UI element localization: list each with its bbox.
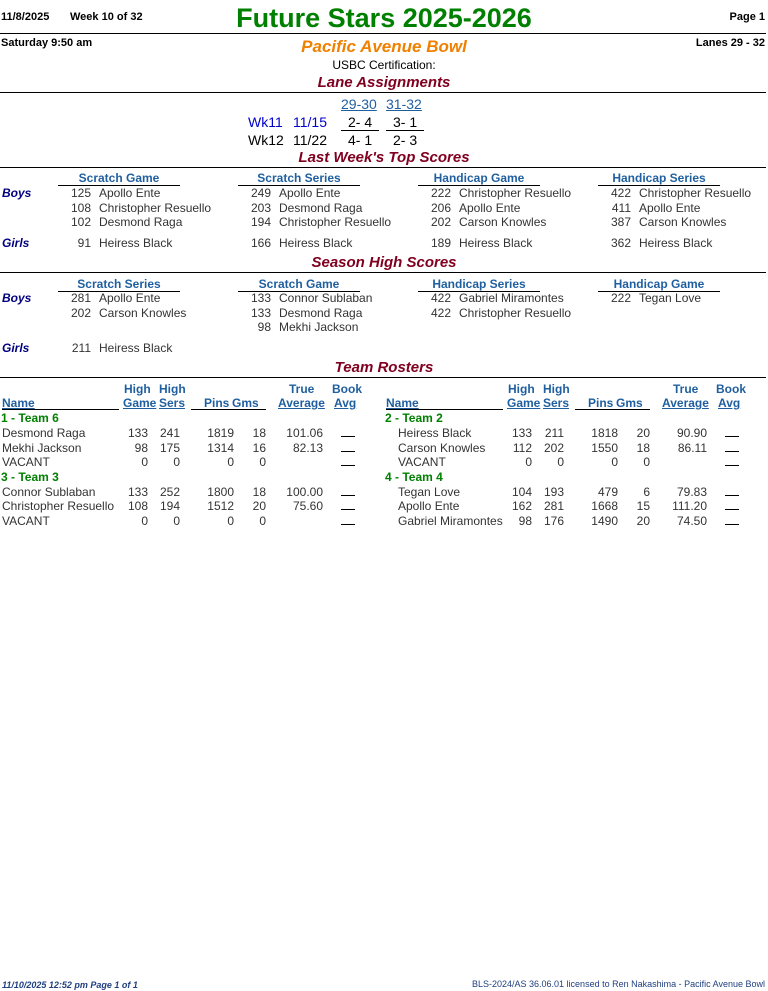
col-scratch-game: Scratch Game — [58, 171, 180, 186]
high-game: 133 — [127, 484, 148, 499]
games: 0 — [643, 455, 650, 469]
pins: 1490 — [591, 513, 618, 528]
week-date: 11/15 — [293, 114, 327, 130]
name-underline — [386, 409, 503, 410]
page-number: Page 1 — [729, 11, 765, 23]
score-value: 362 — [610, 236, 631, 250]
header-rule — [0, 33, 766, 34]
player-name: Apollo Ente — [398, 499, 460, 513]
high-series: 281 — [543, 499, 564, 513]
col-book: Book — [332, 382, 362, 396]
pins-underline — [191, 409, 266, 410]
venue-name: Pacific Avenue Bowl — [301, 37, 467, 56]
report-date: 11/8/2025 — [1, 11, 50, 23]
games: 6 — [643, 484, 650, 499]
true-average: 101.06 — [286, 426, 323, 440]
col-scratch-series: Scratch Series — [58, 277, 180, 292]
lane-pair-header: 31-32 — [386, 96, 422, 112]
team-name: 3 - Team 3 — [1, 469, 59, 484]
score-value: 166 — [250, 236, 271, 250]
bowler-name: Apollo Ente — [459, 200, 521, 215]
bowler-name: Carson Knowles — [459, 215, 547, 229]
score-value: 387 — [610, 215, 631, 229]
pins: 0 — [611, 455, 618, 469]
girls-label: Girls — [2, 341, 30, 355]
score-value: 249 — [250, 186, 271, 200]
col-scratch-series: Scratch Series — [238, 171, 360, 186]
player-name: Heiress Black — [398, 426, 472, 440]
score-value: 102 — [70, 215, 91, 229]
lane-pairing: 2- 4 — [348, 114, 373, 130]
book-avg-blank — [341, 455, 355, 466]
book-avg-blank — [725, 426, 739, 437]
games: 20 — [636, 513, 650, 528]
col-high-sers: High — [543, 382, 570, 396]
score-value: 411 — [611, 200, 631, 215]
score-value: 202 — [430, 215, 451, 229]
col-handicap-game: Handicap Game — [598, 277, 720, 292]
book-avg-blank — [725, 441, 739, 452]
bowler-name: Mekhi Jackson — [279, 320, 359, 334]
bowler-name: Christopher Resuello — [459, 186, 572, 200]
high-game: 108 — [127, 499, 148, 513]
bowler-name: Christopher Resuello — [279, 215, 392, 229]
book-avg-blank — [725, 499, 739, 510]
col-sers: Sers — [159, 396, 186, 410]
book-avg-blank — [341, 499, 355, 510]
player-name: Christopher Resuello — [2, 499, 115, 513]
bowler-name: Gabriel Miramontes — [459, 291, 564, 305]
pins: 0 — [227, 455, 234, 469]
col-high-sers: High — [159, 382, 186, 396]
games: 18 — [252, 484, 266, 499]
true-average: 75.60 — [292, 499, 323, 513]
col-high-game: High — [124, 382, 151, 396]
team-name: 2 - Team 2 — [385, 411, 443, 425]
player-name: Carson Knowles — [398, 440, 486, 455]
true-average: 82.13 — [292, 440, 323, 455]
high-series: 241 — [159, 426, 180, 440]
book-avg-blank — [341, 514, 355, 525]
league-title: Future Stars 2025-2026 — [236, 3, 532, 33]
boys-label: Boys — [2, 186, 32, 200]
bowler-name: Apollo Ente — [279, 186, 341, 200]
bowler-name: Carson Knowles — [639, 215, 727, 229]
col-handicap-series: Handicap Series — [598, 171, 720, 186]
high-game: 98 — [518, 513, 532, 528]
col-handicap-game: Handicap Game — [418, 171, 540, 186]
col-avg: Avg — [334, 396, 357, 410]
col-book: Book — [716, 382, 746, 396]
lanes-label: Lanes 29 - 32 — [695, 37, 765, 49]
true-average: 79.83 — [676, 484, 707, 499]
book-avg-blank — [341, 485, 355, 496]
footer-timestamp: 11/10/2025 12:52 pm Page 1 of 1 — [2, 980, 138, 990]
bowler-name: Heiress Black — [639, 236, 713, 250]
games: 20 — [636, 426, 650, 440]
bowler-name: Connor Sublaban — [279, 291, 373, 305]
bowler-name: Carson Knowles — [99, 305, 187, 320]
player-name: Desmond Raga — [2, 426, 86, 440]
high-series: 0 — [557, 455, 564, 469]
score-value: 133 — [250, 305, 271, 320]
high-series: 252 — [159, 484, 180, 499]
book-avg-blank — [725, 514, 739, 525]
pair-underline — [386, 130, 424, 131]
bowler-name: Apollo Ente — [639, 200, 701, 215]
high-game: 133 — [127, 426, 148, 440]
col-handicap-series: Handicap Series — [418, 277, 540, 292]
pins: 1819 — [207, 426, 234, 440]
bowler-name: Desmond Raga — [279, 200, 363, 215]
last-week-title: Last Week's Top Scores — [298, 149, 470, 166]
col-pins: Pins — [588, 396, 614, 410]
lane-rule — [0, 92, 766, 93]
pins: 1512 — [207, 499, 234, 513]
last-week-rule — [0, 167, 766, 168]
high-series: 193 — [543, 484, 564, 499]
true-average: 86.11 — [677, 440, 707, 455]
col-sers: Sers — [543, 396, 570, 410]
games: 18 — [636, 440, 650, 455]
rosters-rule — [0, 377, 766, 378]
player-name: Connor Sublaban — [2, 484, 96, 499]
bowler-name: Desmond Raga — [279, 305, 363, 320]
player-name: VACANT — [2, 455, 50, 469]
week-label: Wk12 — [248, 132, 284, 148]
pins: 1550 — [591, 440, 618, 455]
high-series: 0 — [173, 455, 180, 469]
high-game: 162 — [511, 499, 532, 513]
high-game: 104 — [511, 484, 532, 499]
pins: 0 — [227, 513, 234, 528]
score-value: 98 — [257, 320, 271, 334]
book-avg-blank — [725, 485, 739, 496]
player-name: Mekhi Jackson — [2, 440, 82, 455]
bowler-name: Heiress Black — [99, 236, 173, 250]
bowler-name: Christopher Resuello — [459, 305, 572, 320]
pins: 1800 — [207, 484, 234, 499]
true-average: 111.20 — [672, 499, 707, 513]
score-value: 206 — [430, 200, 451, 215]
score-value: 281 — [70, 291, 91, 305]
games: 15 — [636, 499, 650, 513]
score-value: 133 — [250, 291, 271, 305]
col-name: Name — [386, 396, 419, 410]
score-value: 422 — [430, 291, 451, 305]
lane-pairing: 4- 1 — [348, 132, 373, 148]
bowler-name: Heiress Black — [99, 341, 173, 355]
col-high-game: High — [508, 382, 535, 396]
book-avg-blank — [341, 441, 355, 452]
score-value: 222 — [610, 291, 631, 305]
col-true: True — [289, 382, 315, 396]
score-value: 222 — [430, 186, 451, 200]
games: 0 — [259, 513, 266, 528]
boys-label: Boys — [2, 291, 32, 305]
team-name: 1 - Team 6 — [1, 411, 59, 425]
girls-label: Girls — [2, 236, 30, 250]
bowler-name: Tegan Love — [639, 291, 702, 305]
col-scratch-game: Scratch Game — [238, 277, 360, 292]
col-pins: Pins — [204, 396, 230, 410]
certification: USBC Certification: — [332, 58, 436, 72]
week-label: Week 10 of 32 — [70, 11, 143, 23]
bowler-name: Christopher Resuello — [99, 200, 212, 215]
player-name: Tegan Love — [398, 484, 461, 499]
day-time: Saturday 9:50 am — [1, 37, 93, 49]
player-name: VACANT — [398, 455, 446, 469]
score-value: 422 — [430, 305, 451, 320]
high-series: 211 — [544, 426, 564, 440]
true-average: 74.50 — [676, 513, 707, 528]
bowler-name: Apollo Ente — [99, 186, 161, 200]
pins: 1818 — [591, 426, 618, 440]
team-name: 4 - Team 4 — [385, 469, 443, 484]
lane-pair-header: 29-30 — [341, 96, 377, 112]
high-series: 202 — [543, 440, 564, 455]
score-value: 125 — [70, 186, 91, 200]
high-game: 112 — [512, 440, 532, 455]
high-game: 0 — [141, 455, 148, 469]
games: 16 — [252, 440, 266, 455]
games: 0 — [259, 455, 266, 469]
player-name: VACANT — [2, 513, 50, 528]
col-average: Average — [662, 396, 709, 410]
book-avg-blank — [725, 455, 739, 466]
week-label: Wk11 — [248, 114, 283, 130]
games: 18 — [252, 426, 266, 440]
score-value: 194 — [250, 215, 271, 229]
score-value: 91 — [77, 236, 91, 250]
pins: 1314 — [207, 440, 234, 455]
col-true: True — [673, 382, 699, 396]
high-series: 0 — [173, 513, 180, 528]
player-name: Gabriel Miramontes — [398, 513, 503, 528]
season-high-title: Season High Scores — [311, 254, 457, 271]
bowler-name: Desmond Raga — [99, 215, 183, 229]
true-average: 90.90 — [676, 426, 707, 440]
season-high-rule — [0, 272, 766, 273]
bowler-name: Christopher Resuello — [639, 186, 752, 200]
lane-pairing: 3- 1 — [393, 114, 418, 130]
high-game: 0 — [525, 455, 532, 469]
high-game: 133 — [511, 426, 532, 440]
high-series: 194 — [159, 499, 180, 513]
col-game: Game — [507, 396, 541, 410]
high-series: 175 — [159, 440, 180, 455]
true-average: 100.00 — [286, 484, 323, 499]
week-date: 11/22 — [293, 132, 327, 148]
col-name: Name — [2, 396, 35, 410]
name-underline — [2, 409, 119, 410]
bowler-name: Apollo Ente — [99, 291, 161, 305]
score-value: 203 — [250, 200, 271, 215]
col-gms: Gms — [232, 396, 259, 410]
book-avg-blank — [341, 426, 355, 437]
col-gms: Gms — [616, 396, 643, 410]
score-value: 211 — [71, 341, 91, 355]
high-game: 98 — [134, 440, 148, 455]
col-game: Game — [123, 396, 157, 410]
bowler-name: Heiress Black — [279, 236, 353, 250]
score-value: 189 — [430, 236, 451, 250]
bowler-name: Heiress Black — [459, 236, 533, 250]
team-rosters-title: Team Rosters — [334, 359, 434, 376]
score-value: 202 — [70, 305, 91, 320]
lane-assignments-title: Lane Assignments — [317, 74, 451, 91]
high-series: 176 — [543, 513, 564, 528]
score-value: 108 — [70, 200, 91, 215]
col-average: Average — [278, 396, 325, 410]
high-game: 0 — [141, 513, 148, 528]
pins-underline — [575, 409, 650, 410]
footer-license: BLS-2024/AS 36.06.01 licensed to Ren Nakashima - Pacific Avenue Bowl — [471, 979, 765, 989]
lane-pairing: 2- 3 — [393, 132, 418, 148]
pins: 1668 — [591, 499, 618, 513]
pair-underline — [341, 130, 379, 131]
pins: 479 — [597, 484, 618, 499]
score-value: 422 — [610, 186, 631, 200]
games: 20 — [252, 499, 266, 513]
col-avg: Avg — [718, 396, 741, 410]
